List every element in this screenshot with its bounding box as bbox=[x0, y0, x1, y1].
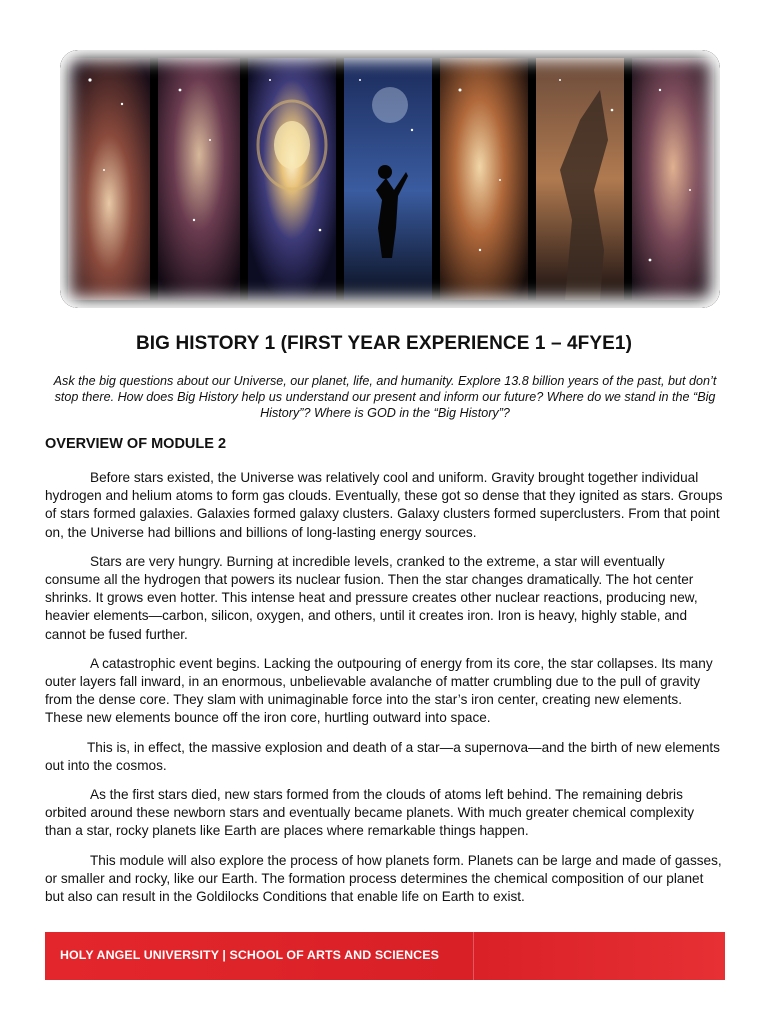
paragraph-stars-hungry: Stars are very hungry. Burning at incredible levels, cranked to the extreme, a star will eventually consume all the hydrogen that powers its nuclear fusion. Then the star changes dramatically. The hot center shrinks. It grows even hotter. This intense heat and pressure creates other nuclear reactions, producing new, heavier elements—carbon, silicon, oxygen, and others, until it creates iron. Iron is heavy, highly stable, and cannot be fused further. bbox=[45, 553, 698, 642]
paragraph-supernova: This is, in effect, the massive explosion and death of a star—a supernova—and the birth of new elements out into the cosmos. bbox=[45, 739, 720, 773]
module-overview-body bbox=[45, 469, 723, 917]
cosmic-banner-image bbox=[60, 50, 720, 308]
footer-divider bbox=[473, 932, 474, 980]
paragraph-first-stars-died: As the first stars died, new stars formed from the clouds of atoms left behind. The remaining debris orbited around these newborn stars and eventually became planets. With much greater chemical complexity than a star, rocky planets like Earth are places where remarkable things happen. bbox=[45, 787, 695, 839]
intro-text: Ask the big questions about our Universe, our planet, life, and humanity. Explore 13.8 billion years of the past, but don’t stop there. How does Big History help us understand our present and inform our future? Where do we stand in the “Big History”? Where is GOD in the “Big History”? bbox=[53, 374, 717, 420]
footer-bar bbox=[45, 932, 725, 980]
section-heading: OVERVIEW OF MODULE 2 bbox=[45, 436, 227, 452]
footer-university-label: HOLY ANGEL UNIVERSITY | SCHOOL OF ARTS AND SCIENCES bbox=[60, 948, 439, 962]
paragraph-catastrophic-event: A catastrophic event begins. Lacking the outpouring of energy from its core, the star collapses. Its many outer layers fall inward, in an enormous, unbelievable avalanche of matter crumbling due to the pull of gravity from the dense core. They slam with unimaginable force into the star’s iron center, creating new elements. These new elements bounce off the iron core, hurtling outward into space. bbox=[45, 655, 713, 726]
paragraph-planets-form: This module will also explore the process of how planets form. Planets can be large and made of gasses, or smaller and rocky, like our Earth. The formation process determines the chemical composition of our planet but also can result in the Goldilocks Conditions that enable life on Earth to exist. bbox=[45, 852, 722, 905]
paragraph-stars-existed: Before stars existed, the Universe was relatively cool and uniform. Gravity brought together individual hydrogen and helium atoms to form gas clouds. Eventually, these got so dense that they ignited as stars. Groups of stars formed galaxies. Galaxies formed galaxy clusters. Galaxy clusters formed superclusters. From that point on, the Universe had billions and billions of long-lasting energy sources. bbox=[45, 470, 723, 540]
page-title: BIG HISTORY 1 (FIRST YEAR EXPERIENCE 1 – 4FYE1) bbox=[135, 333, 633, 354]
